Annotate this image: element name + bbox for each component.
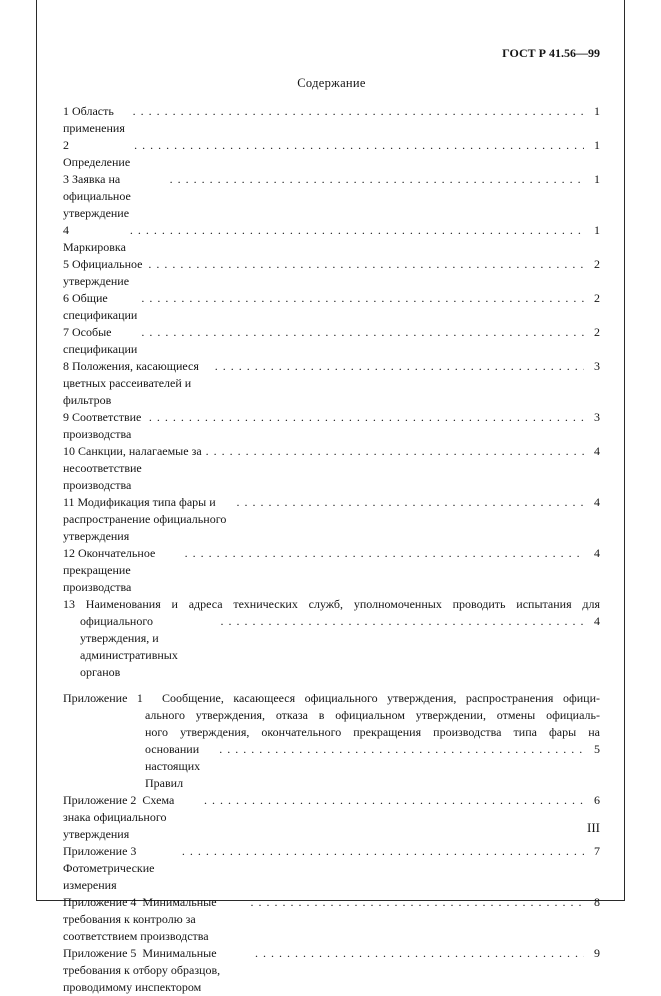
page-title: Содержание bbox=[297, 76, 366, 90]
toc-entry bbox=[63, 494, 600, 545]
toc-entry-text: 7 Особые спецификации bbox=[63, 325, 138, 356]
dot-leader bbox=[170, 171, 584, 188]
toc-line bbox=[63, 290, 600, 324]
toc-entry-text: Приложение 5 Минимальные требования к отбору образцов, проводимому инспектором bbox=[63, 946, 224, 994]
dot-leader bbox=[255, 945, 584, 962]
dot-leader bbox=[149, 409, 584, 426]
toc-entry bbox=[63, 222, 600, 256]
toc-page-number: 4 bbox=[594, 546, 600, 560]
dot-leader bbox=[185, 545, 584, 562]
toc-page-number: 2 bbox=[594, 257, 600, 271]
toc-page-number: 8 bbox=[594, 895, 600, 909]
dot-leader bbox=[182, 843, 584, 860]
toc-entry-text: 9 Соответствие производства bbox=[63, 410, 145, 441]
toc-line bbox=[63, 613, 600, 681]
toc-line bbox=[63, 894, 600, 945]
dot-leader bbox=[148, 256, 584, 273]
toc-entry bbox=[63, 324, 600, 358]
toc-line bbox=[63, 843, 600, 894]
toc-page-number: 6 bbox=[594, 793, 600, 807]
toc-entry-text: 1 Область применения bbox=[63, 104, 125, 135]
dot-leader bbox=[236, 494, 584, 511]
toc-line bbox=[63, 707, 600, 724]
footer-page-number: III bbox=[587, 820, 600, 835]
toc-page-number: 5 bbox=[594, 742, 600, 756]
toc-entry bbox=[63, 290, 600, 324]
toc-line bbox=[63, 256, 600, 290]
toc-page-number: 4 bbox=[594, 444, 600, 458]
toc-entry-text: Приложение 4 Минимальные требования к контролю за соответствием производства bbox=[63, 895, 220, 943]
toc-entry-text: Приложение 2 Схема знака официального утверждения bbox=[63, 793, 178, 841]
toc-line bbox=[63, 171, 600, 222]
toc-entry-text: 8 Положения, касающиеся цветных рассеивателей и фильтров bbox=[63, 359, 202, 407]
toc-entry-text: 2 Определение bbox=[63, 138, 131, 169]
toc-entry-text: ального утверждения, отказа в официальном утверждении, отмены официаль- bbox=[145, 708, 600, 722]
toc-page-number: 9 bbox=[594, 946, 600, 960]
toc-entry-text: 13 Наименования и адреса технических служб, уполномоченных проводить испытания для bbox=[63, 597, 600, 611]
toc-entry bbox=[63, 945, 600, 996]
toc-entry-text: 10 Санкции, налагаемые за несоответствие производства bbox=[63, 444, 205, 492]
document-standard-code: ГОСТ Р 41.56—99 bbox=[502, 46, 600, 60]
toc-page-number: 3 bbox=[594, 410, 600, 424]
toc-entry bbox=[63, 843, 600, 894]
toc-entry bbox=[63, 443, 600, 494]
dot-leader bbox=[220, 613, 584, 630]
toc-line bbox=[63, 690, 600, 707]
toc-line bbox=[63, 741, 600, 792]
toc-entry-text: 4 Маркировка bbox=[63, 223, 126, 254]
toc-line bbox=[63, 443, 600, 494]
toc-entry bbox=[63, 894, 600, 945]
toc-page-number: 7 bbox=[594, 844, 600, 858]
toc-line bbox=[63, 324, 600, 358]
toc-line bbox=[63, 103, 600, 137]
toc-entry bbox=[63, 358, 600, 409]
dot-leader bbox=[133, 103, 584, 120]
toc-entry bbox=[63, 137, 600, 171]
dot-leader bbox=[215, 358, 584, 375]
toc-entry bbox=[63, 409, 600, 443]
toc-entry bbox=[63, 103, 600, 137]
toc-page-number: 3 bbox=[594, 359, 600, 373]
toc-line bbox=[63, 596, 600, 613]
toc-entry-text: Приложение 1 Сообщение, касающееся официального утверждения, распространения офици- bbox=[63, 691, 600, 705]
toc-entry-text: 11 Модификация типа фары и распространение официального утверждения bbox=[63, 495, 230, 543]
toc-entry-text: 3 Заявка на официальное утверждение bbox=[63, 172, 134, 220]
toc-page-number: 2 bbox=[594, 325, 600, 339]
dot-leader bbox=[141, 324, 584, 341]
toc-entry bbox=[63, 256, 600, 290]
toc-entry-text: 5 Официальное утверждение bbox=[63, 257, 146, 288]
toc-line bbox=[63, 494, 600, 545]
dot-leader bbox=[204, 792, 584, 809]
toc-list bbox=[63, 103, 600, 996]
toc-entry bbox=[63, 171, 600, 222]
toc-entry-text: основании настоящих Правил bbox=[145, 742, 204, 790]
dot-leader bbox=[206, 443, 584, 460]
toc-line bbox=[63, 409, 600, 443]
toc-entry bbox=[63, 792, 600, 843]
toc-line bbox=[63, 792, 600, 843]
toc-entry-text: официального утверждения, и административных органов bbox=[80, 614, 181, 679]
toc-entry-text: ного утверждения, окончательного прекращения производства типа фары на bbox=[145, 725, 600, 739]
toc-line bbox=[63, 545, 600, 596]
toc-line bbox=[63, 137, 600, 171]
dot-leader bbox=[130, 222, 584, 239]
toc-page-number: 1 bbox=[594, 172, 600, 186]
toc-entry-text: 6 Общие спецификации bbox=[63, 291, 138, 322]
dot-leader bbox=[219, 741, 584, 758]
toc-line bbox=[63, 945, 600, 996]
toc-entry-text: Приложение 3 Фотометрические измерения bbox=[63, 844, 158, 892]
toc-line bbox=[63, 222, 600, 256]
page-content bbox=[63, 46, 600, 996]
toc-entry-text: 12 Окончательное прекращение производства bbox=[63, 546, 159, 594]
toc-line bbox=[63, 358, 600, 409]
dot-leader bbox=[250, 894, 584, 911]
toc-page-number: 1 bbox=[594, 223, 600, 237]
toc-entry bbox=[63, 545, 600, 596]
toc-page-number: 4 bbox=[594, 495, 600, 509]
dot-leader bbox=[141, 290, 584, 307]
toc-line bbox=[63, 724, 600, 741]
toc-entry bbox=[63, 690, 600, 792]
toc-entry bbox=[63, 596, 600, 681]
toc-page-number: 4 bbox=[594, 614, 600, 628]
toc-page-number: 2 bbox=[594, 291, 600, 305]
dot-leader bbox=[134, 137, 584, 154]
toc-page-number: 1 bbox=[594, 138, 600, 152]
toc-page-number: 1 bbox=[594, 104, 600, 118]
